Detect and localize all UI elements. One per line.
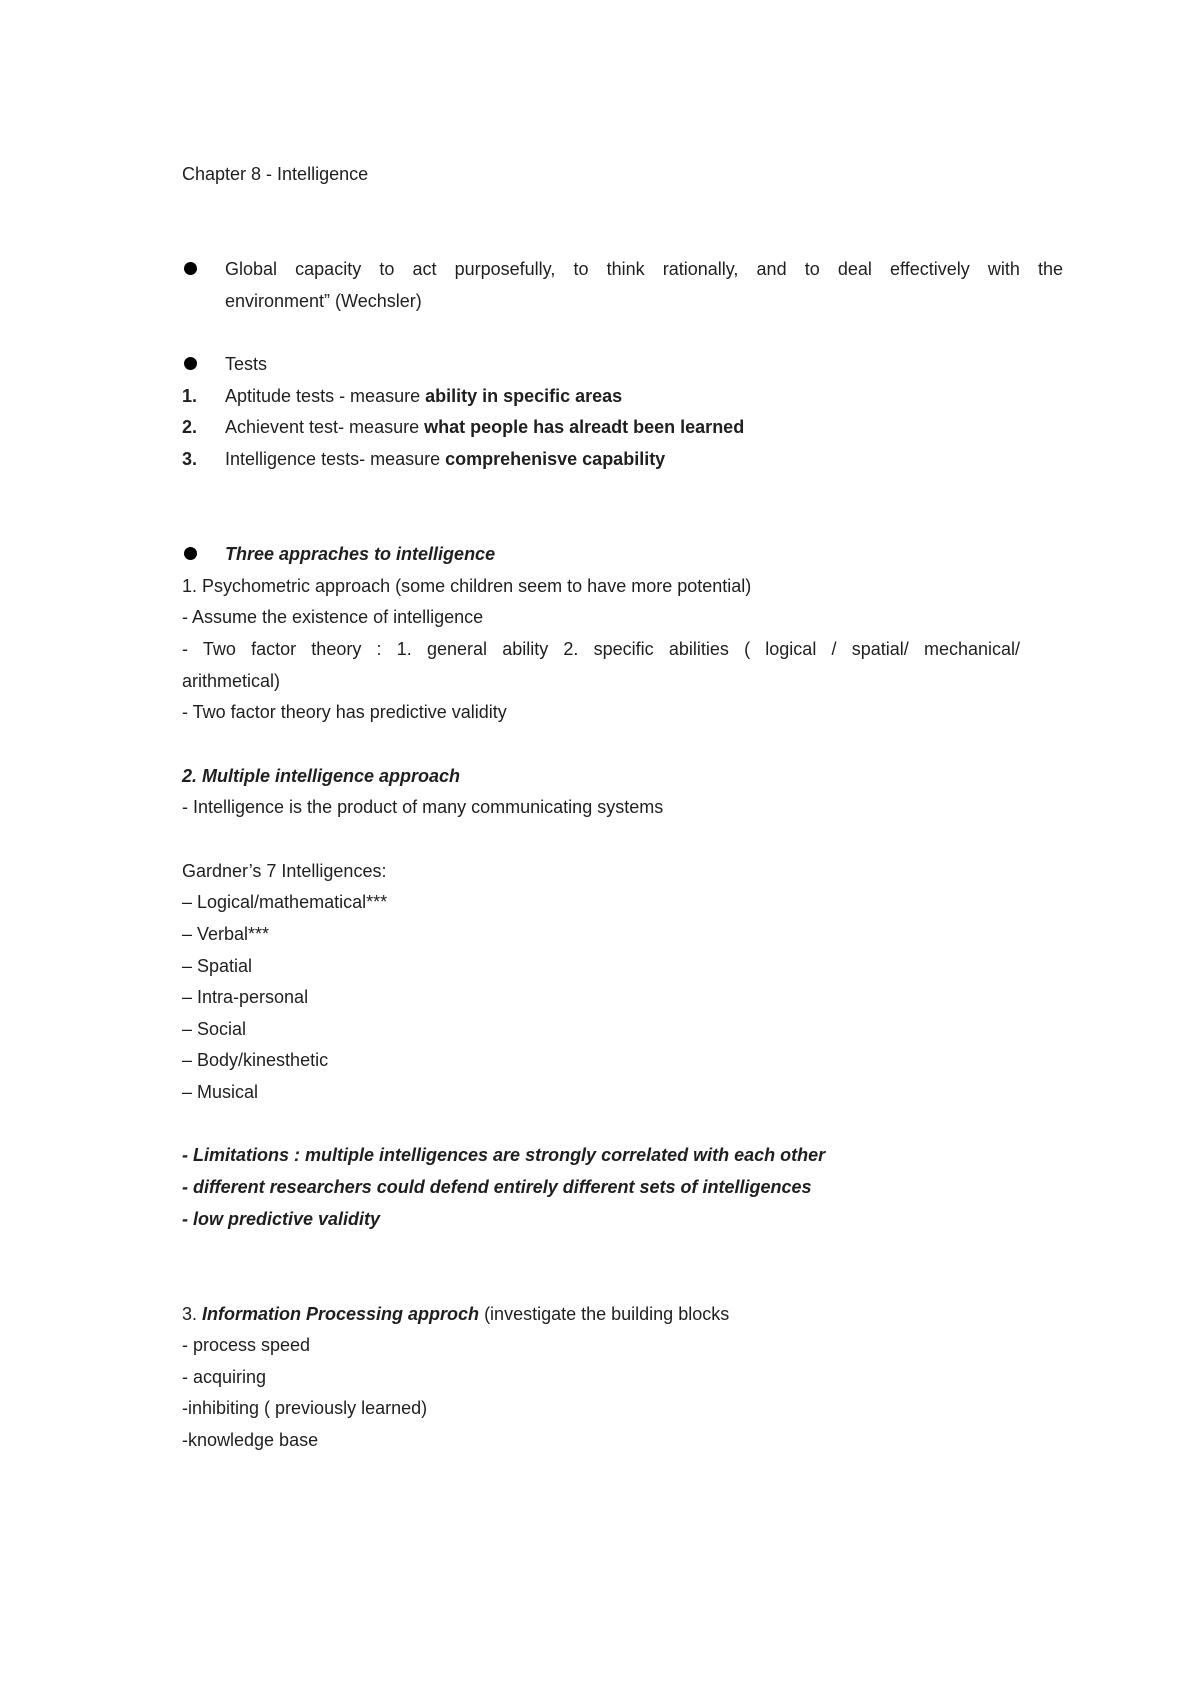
information-line: -knowledge base (182, 1430, 319, 1450)
gardner-item: – Social (182, 1019, 247, 1039)
information-prefix: 3. (182, 1304, 203, 1324)
limitation-line: - low predictive validity (182, 1209, 381, 1229)
definition-line-1: Global capacity to act purposefully, to think rationally, and to deal effectively with the (225, 259, 1063, 279)
list-item (225, 385, 622, 407)
chapter-title: Chapter 8 - Intelligence (182, 164, 369, 184)
list-item-text: Achievent test- measure (225, 417, 425, 437)
list-item-text: Aptitude tests - measure (225, 386, 426, 406)
information-line: -inhibiting ( previously learned) (182, 1398, 428, 1418)
psychometric-line: - Two factor theory : 1. general ability 2. specific abilities ( logical / spatial/ mechanical/ (182, 639, 1020, 659)
psychometric-title: 1. Psychometric approach (some children seem to have more potential) (182, 576, 752, 596)
list-item-emphasis: what people has alreadt been learned (424, 417, 745, 437)
list-item (225, 448, 665, 470)
list-item-emphasis: ability in specific areas (425, 386, 623, 406)
psychometric-line: - Assume the existence of intelligence (182, 607, 484, 627)
gardner-heading: Gardner’s 7 Intelligences: (182, 861, 387, 881)
gardner-item: – Intra-personal (182, 987, 309, 1007)
multiple-title: 2. Multiple intelligence approach (182, 766, 461, 786)
gardner-item: – Verbal*** (182, 924, 270, 944)
limitation-line: - different researchers could defend entirely different sets of intelligences (182, 1177, 812, 1197)
gardner-item: – Logical/mathematical*** (182, 892, 388, 912)
tests-heading: Tests (225, 354, 268, 374)
list-item-text: Intelligence tests- measure (225, 449, 446, 469)
bullet-icon (184, 357, 197, 370)
information-line: - process speed (182, 1335, 311, 1355)
gardner-item: – Musical (182, 1082, 259, 1102)
psychometric-line: arithmetical) (182, 671, 281, 691)
list-number: 1. (182, 386, 198, 406)
list-item-emphasis: comprehenisve capability (445, 449, 666, 469)
list-number: 3. (182, 449, 198, 469)
information-suffix: (investigate the building blocks (479, 1304, 730, 1324)
list-item (225, 416, 744, 438)
information-title-emphasis: Information Processing approch (202, 1304, 480, 1324)
list-number: 2. (182, 417, 198, 437)
multiple-point: - Intelligence is the product of many communicating systems (182, 797, 664, 817)
limitation-line: - Limitations : multiple intelligences are strongly correlated with each other (182, 1145, 826, 1165)
approaches-heading: Three appraches to intelligence (225, 544, 496, 564)
information-title (182, 1303, 729, 1325)
information-line: - acquiring (182, 1367, 267, 1387)
gardner-item: – Spatial (182, 956, 253, 976)
bullet-icon (184, 262, 197, 275)
gardner-item: – Body/kinesthetic (182, 1050, 329, 1070)
definition-line-2: environment” (Wechsler) (225, 291, 422, 311)
psychometric-line: - Two factor theory has predictive validity (182, 702, 507, 722)
bullet-icon (184, 547, 197, 560)
